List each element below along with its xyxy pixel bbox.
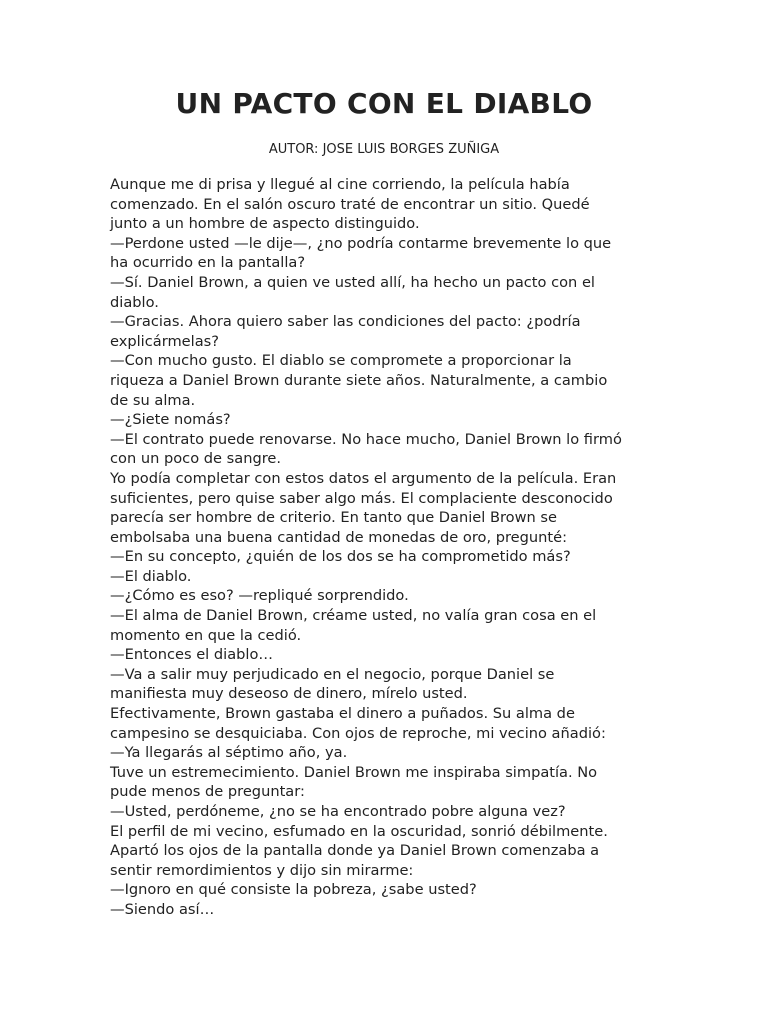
body-line: sentir remordimientos y dijo sin mirarme:: [110, 861, 414, 879]
body-line: —Gracias. Ahora quiero saber las condiciones del pacto: ¿podría: [110, 313, 581, 331]
body-line: embolsaba una buena cantidad de monedas de oro, pregunté:: [110, 528, 568, 546]
body-line: —Ya llegarás al séptimo año, ya.: [110, 744, 348, 762]
body-line: ha ocurrido en la pantalla?: [110, 254, 306, 272]
body-line: El perfil de mi vecino, esfumado en la oscuridad, sonrió débilmente.: [110, 822, 608, 840]
body-line: Apartó los ojos de la pantalla donde ya Daniel Brown comenzaba a: [110, 842, 600, 860]
body-line: —Siendo así…: [110, 900, 215, 918]
body-line: de su alma.: [110, 391, 196, 409]
body-line: —¿Siete nomás?: [110, 411, 231, 429]
body-line: —En su concepto, ¿quién de los dos se ha comprometido más?: [110, 548, 571, 566]
body-line: momento en que la cedió.: [110, 626, 302, 644]
document-title: UN PACTO CON EL DIABLO: [175, 87, 593, 120]
body-line: —El diablo.: [110, 567, 192, 585]
body-line: explicármelas?: [110, 332, 219, 350]
body-line: —Sí. Daniel Brown, a quien ve usted allí, ha hecho un pacto con el: [110, 273, 595, 291]
body-line: pude menos de preguntar:: [110, 783, 305, 801]
body-line: parecía ser hombre de criterio. En tanto que Daniel Brown se: [110, 509, 557, 527]
body-line: riqueza a Daniel Brown durante siete años. Naturalmente, a cambio: [110, 371, 608, 389]
body-line: campesino se desquiciaba. Con ojos de reproche, mi vecino añadió:: [110, 724, 606, 742]
body-line: Aunque me di prisa y llegué al cine corriendo, la película había: [110, 176, 570, 193]
body-line: —Ignoro en qué consiste la pobreza, ¿sabe usted?: [110, 881, 477, 899]
body-line: suficientes, pero quise saber algo más. El complaciente desconocido: [110, 489, 613, 507]
document-body: [110, 175, 670, 920]
body-line: —¿Cómo es eso? —repliqué sorprendido.: [110, 587, 409, 605]
body-line: —Entonces el diablo…: [110, 646, 273, 664]
body-line: manifiesta muy deseoso de dinero, mírelo usted.: [110, 685, 468, 703]
body-line: Tuve un estremecimiento. Daniel Brown me inspiraba simpatía. No: [110, 763, 598, 781]
body-line: diablo.: [110, 293, 159, 311]
body-line: Efectivamente, Brown gastaba el dinero a puñados. Su alma de: [110, 705, 575, 723]
body-line: —Va a salir muy perjudicado en el negocio, porque Daniel se: [110, 665, 555, 683]
body-line: —Con mucho gusto. El diablo se compromete a proporcionar la: [110, 352, 572, 370]
document-author: AUTOR: JOSE LUIS BORGES ZUÑIGA: [268, 142, 500, 157]
body-line: con un poco de sangre.: [110, 450, 281, 468]
body-line: —El alma de Daniel Brown, créame usted, no valía gran cosa en el: [110, 607, 597, 625]
body-line: junto a un hombre de aspecto distinguido.: [110, 215, 420, 233]
body-line: comenzado. En el salón oscuro traté de encontrar un sitio. Quedé: [110, 195, 590, 213]
body-line: —Usted, perdóneme, ¿no se ha encontrado pobre alguna vez?: [110, 803, 566, 820]
body-line: —Perdone usted —le dije—, ¿no podría contarme brevemente lo que: [110, 234, 612, 252]
body-line: —El contrato puede renovarse. No hace mucho, Daniel Brown lo firmó: [110, 430, 622, 448]
body-line: Yo podía completar con estos datos el argumento de la película. Eran: [110, 469, 617, 487]
